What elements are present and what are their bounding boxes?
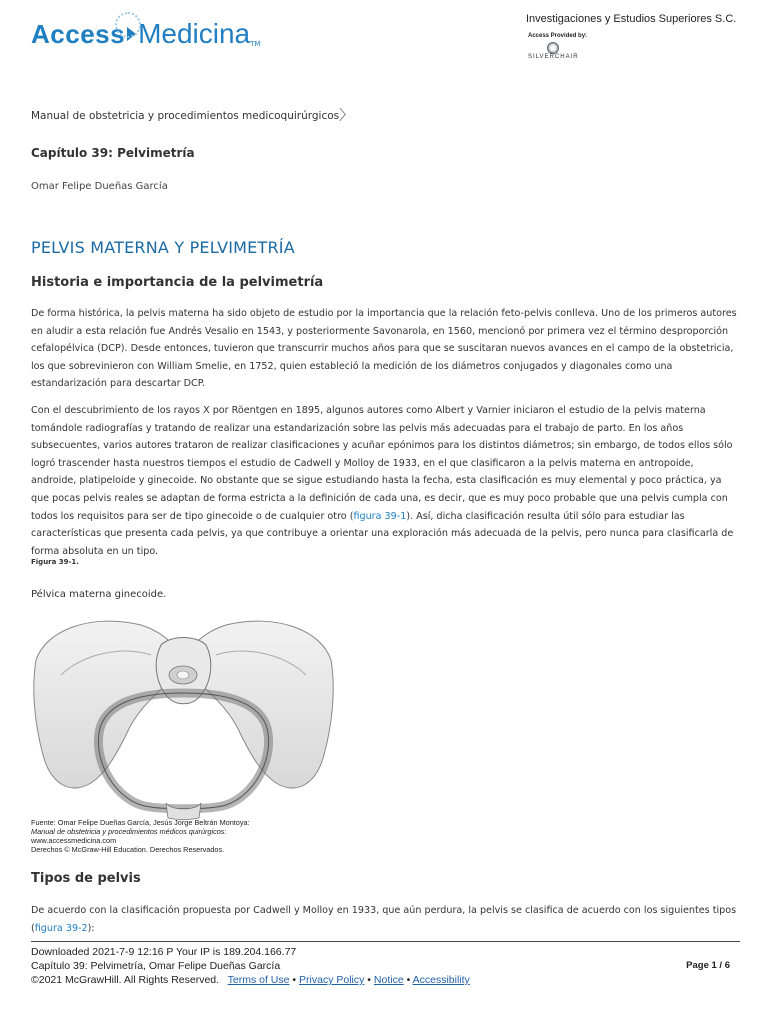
logo-medicina-text: Medicina xyxy=(138,18,251,49)
breadcrumb-book[interactable]: Manual de obstetricia y procedimientos medicoquirúrgicos xyxy=(31,110,340,122)
source-line: Derechos © McGraw-Hill Education. Derechos Reservados. xyxy=(31,845,225,854)
copyright: ©2021 McGrawHill. All Rights Reserved. xyxy=(31,974,220,986)
page-header xyxy=(0,0,768,80)
page-footer xyxy=(31,945,470,987)
chapter-title: Capítulo 39: Pelvimetría xyxy=(31,146,195,160)
paragraph-history-2 xyxy=(31,402,739,560)
logo-access-text: Access xyxy=(31,18,126,49)
figure-39-1-link[interactable]: figura 39-1 xyxy=(353,510,407,522)
figure-label: Figura 39-1. xyxy=(31,558,79,566)
privacy-policy-link[interactable]: Privacy Policy xyxy=(299,974,365,986)
institution-name: Investigaciones y Estudios Superiores S.C. xyxy=(526,13,737,25)
notice-link[interactable]: Notice xyxy=(373,974,404,986)
logo-gear-icon xyxy=(115,12,141,38)
chapter-author: Omar Felipe Dueñas García xyxy=(31,181,168,192)
chevron-right-icon: 〉 xyxy=(339,108,354,124)
figure-39-2-link[interactable]: figura 39-2 xyxy=(34,922,88,934)
separator: • xyxy=(406,974,411,986)
paragraph-text: ): xyxy=(87,922,95,934)
source-line: www.accessmedicina.com xyxy=(31,836,117,845)
figure-caption: Pélvica materna ginecoide. xyxy=(31,589,167,600)
section-title: PELVIS MATERNA Y PELVIMETRÍA xyxy=(31,238,295,257)
silverchair-mark-icon xyxy=(547,42,559,54)
figure-source xyxy=(31,818,250,854)
paragraph-text: Con el descubrimiento de los rayos X por Röentgen en 1895, algunos autores como Albert y Varnier iniciaron el estudio de la pelvis materna tomándole radiografías y tratando de realizar una estandarización sobre las pelvis más adecuadas para el trabajo de parto. En los años subsecuentes, varios autores trataron de realizar clasificaciones y acuñar epónimos para los distintos diámetros; sin embargo, de todos ellos sólo logró trascender hasta nuestros tiempos el estudio de Cadwell y Molloy de 1933, en el que clasificaron a la pelvis materna en antropoide, androide, platipeloide y ginecoide. No obstante que se sigue estudiando hasta la fecha, esta clasificación es muy elemental y poco práctica, ya que pocas pelvis reales se adaptan de forma estricta a la definición de cada una, es decir, que es muy poco probable que una pelvis cumpla con todos los requisitos para ser de tipo ginecoide o de cualquier otro ( xyxy=(31,405,733,522)
footer-links xyxy=(31,973,470,987)
breadcrumb[interactable] xyxy=(31,104,353,124)
separator: • xyxy=(367,974,371,986)
paragraph-history-1: De forma histórica, la pelvis materna ha sido objeto de estudio por la importancia que la relación feto-pelvis conlleva. Uno de los primeros autores en aludir a esta relación fue Andrés Vesalio en 1543, y posteriormente Savonarola, en 1560, mencionó por primera vez el término desproporción cefalopélvica (DCP). Desde entonces, tuvieron que transcurrir muchos años para que se suscitaran nuevos avances en el campo de la obstetricia, los que sobrevinieron con William Smelie, en 1752, quien estableció la medición de los diámetros conjugados y diagonales como una estandarización para descartar DCP. xyxy=(31,308,737,390)
separator: • xyxy=(292,974,297,986)
pelvis-illustration xyxy=(31,605,336,820)
footer-divider xyxy=(31,941,740,942)
accessmedicina-logo[interactable] xyxy=(31,16,260,52)
source-line: Manual de obstetricia y procedimientos médicos quirúrgicos: xyxy=(31,827,227,836)
terms-of-use-link[interactable]: Terms of Use xyxy=(227,974,290,986)
silverchair-name: SILVERCHAIR xyxy=(528,54,579,60)
source-line: Fuente: Omar Felipe Dueñas García, Jesús Jorge Beltrán Montoya: xyxy=(31,818,250,827)
logo-trademark: TM xyxy=(250,40,261,48)
subsection-title-types: Tipos de pelvis xyxy=(31,871,141,886)
accessibility-link[interactable]: Accessibility xyxy=(412,974,470,986)
paragraph-types xyxy=(31,902,739,937)
silverchair-logo xyxy=(528,42,578,60)
paragraph-text: De acuerdo con la clasificación propuesta por Cadwell y Molloy en 1933, que aún perdura, la pelvis se clasifica de acuerdo con los siguientes tipos ( xyxy=(31,905,737,934)
footer-chapter: Capítulo 39: Pelvimetría, Omar Felipe Dueñas García xyxy=(31,960,281,972)
subsection-title-history: Historia e importancia de la pelvimetría xyxy=(31,275,324,290)
download-info: Downloaded 2021-7-9 12:16 P Your IP is 189.204.166.77 xyxy=(31,946,297,958)
page-number: Page 1 / 6 xyxy=(686,960,730,971)
paragraph-text: ). Así, dicha clasificación resulta útil sólo para estudiar las características que presenta cada pelvis, ya que contribuye a orientar una exploración más adecuada de la pelvis, pero nunca para clasificarla de forma absoluta en un tipo. xyxy=(31,510,734,557)
access-provided-by: Access Provided by: xyxy=(528,33,588,39)
